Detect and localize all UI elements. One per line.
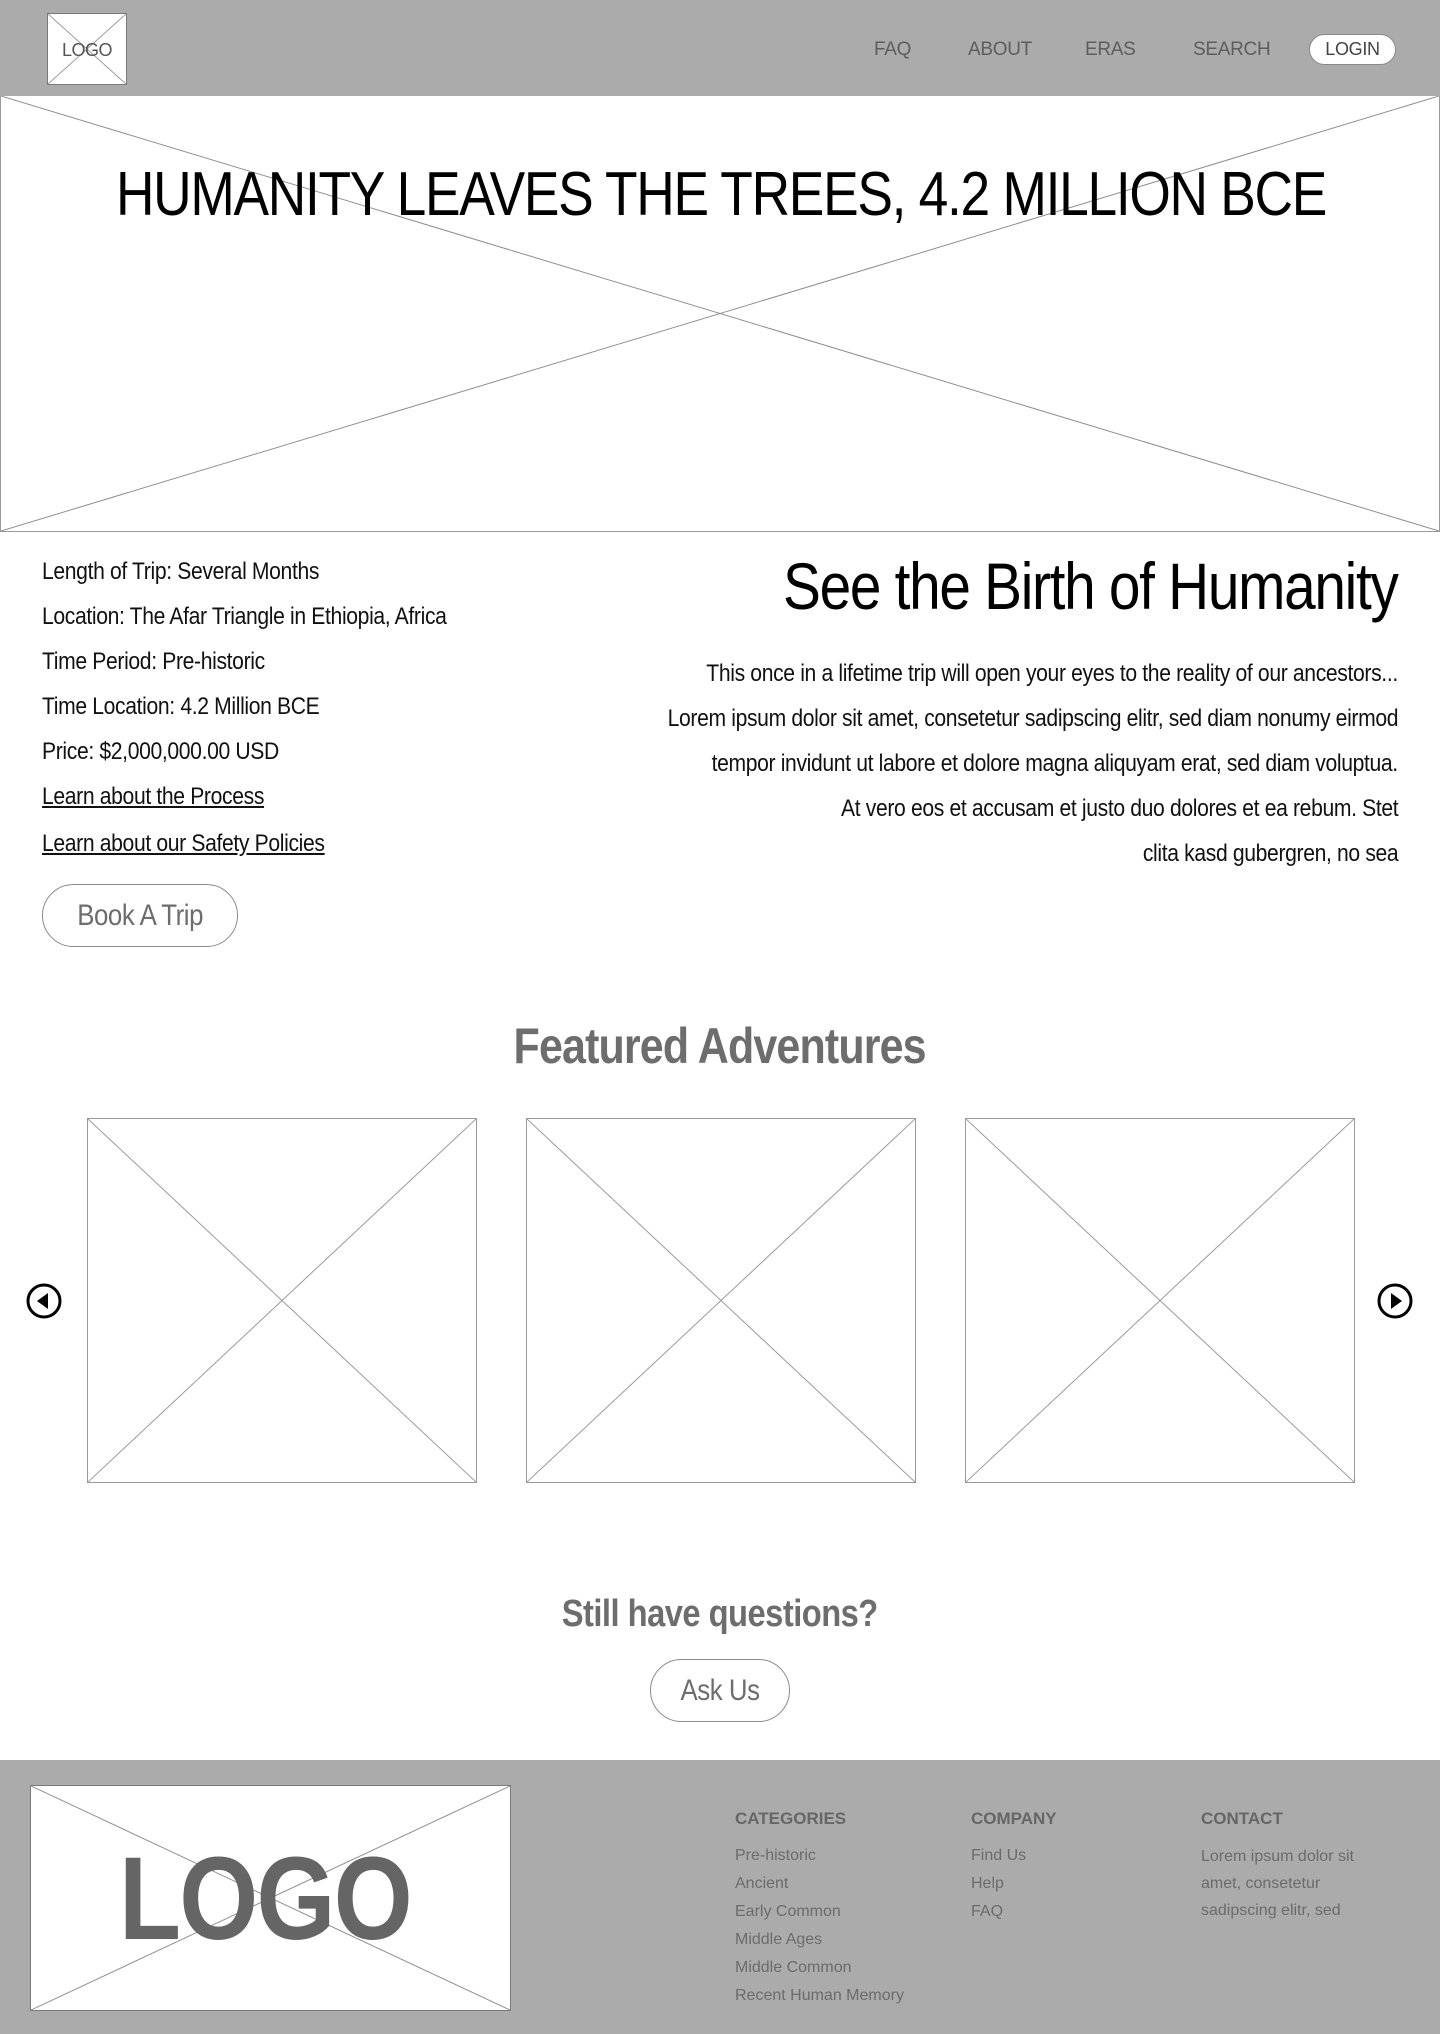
- footer-link-help[interactable]: Help: [971, 1875, 1004, 1892]
- process-link[interactable]: Learn about the Process: [42, 783, 265, 810]
- trip-time-location: Time Location: 4.2 Million BCE: [42, 693, 320, 720]
- footer-link-ancient[interactable]: Ancient: [735, 1875, 789, 1892]
- footer-link-early-common[interactable]: Early Common: [735, 1903, 841, 1920]
- trip-heading: See the Birth of Humanity: [783, 549, 1398, 623]
- footer-logo-label: LOGO: [119, 1833, 411, 1965]
- featured-card[interactable]: [965, 1118, 1355, 1483]
- contact-text: Lorem ipsum dolor sit amet, consetetur sadipscing elitr, sed: [1201, 1848, 1354, 1919]
- site-header: [0, 0, 1440, 96]
- contact-title: CONTACT: [1201, 1809, 1283, 1828]
- nav-faq[interactable]: FAQ: [874, 39, 912, 60]
- questions-title: [0, 1590, 1440, 1638]
- hero-banner: [0, 96, 1440, 532]
- featured-card[interactable]: [526, 1118, 916, 1483]
- footer-link-middle-ages[interactable]: Middle Ages: [735, 1931, 823, 1948]
- nav-about[interactable]: ABOUT: [968, 39, 1032, 60]
- nav-search[interactable]: SEARCH: [1193, 39, 1271, 60]
- carousel-prev-icon[interactable]: [26, 1283, 62, 1319]
- company-title: COMPANY: [971, 1809, 1057, 1828]
- featured-title: [0, 1014, 1440, 1078]
- hero-title: HUMANITY LEAVES THE TREES, 4.2 MILLION BCE: [115, 160, 1327, 229]
- trip-price: Price: $2,000,000.00 USD: [42, 738, 279, 765]
- carousel-next-icon[interactable]: [1377, 1283, 1413, 1319]
- image-placeholder-icon: [527, 1119, 915, 1482]
- description-line: This once in a lifetime trip will open your eyes to the reality of our ancestors...: [706, 660, 1398, 687]
- featured-card[interactable]: [87, 1118, 477, 1483]
- header-logo[interactable]: [47, 13, 127, 85]
- image-placeholder-icon: [966, 1119, 1354, 1482]
- featured-title-text: Featured Adventures: [513, 1018, 927, 1074]
- footer-logo[interactable]: [30, 1785, 511, 2011]
- book-trip-button[interactable]: [42, 884, 238, 947]
- trip-length: Length of Trip: Several Months: [42, 558, 320, 585]
- image-placeholder-icon: [88, 1119, 476, 1482]
- footer-link-prehistoric[interactable]: Pre-historic: [735, 1847, 816, 1864]
- footer-link-middle-common[interactable]: Middle Common: [735, 1959, 852, 1976]
- header-logo-label: LOGO: [61, 40, 112, 60]
- footer-link-recent-memory[interactable]: Recent Human Memory: [735, 1987, 904, 2004]
- trip-period: Time Period: Pre-historic: [42, 648, 265, 675]
- trip-location: Location: The Afar Triangle in Ethiopia, Africa: [42, 603, 447, 630]
- description-line: tempor invidunt ut labore et dolore magna aliquyam erat, sed diam voluptua.: [711, 750, 1398, 777]
- ask-us-button[interactable]: [650, 1659, 790, 1722]
- ask-us-label: Ask Us: [680, 1674, 760, 1707]
- description-line: clita kasd gubergren, no sea: [1142, 840, 1398, 867]
- footer-link-find-us[interactable]: Find Us: [971, 1847, 1027, 1864]
- nav-eras[interactable]: ERAS: [1085, 39, 1136, 60]
- footer-link-faq[interactable]: FAQ: [971, 1903, 1004, 1920]
- book-trip-label: Book A Trip: [77, 899, 203, 932]
- categories-title: CATEGORIES: [735, 1809, 847, 1828]
- questions-title-text: Still have questions?: [561, 1593, 879, 1635]
- description-line: Lorem ipsum dolor sit amet, consetetur sadipscing elitr, sed diam nonumy eirmod: [667, 705, 1398, 732]
- login-button[interactable]: LOGIN: [1309, 34, 1396, 65]
- safety-link[interactable]: Learn about our Safety Policies: [42, 830, 325, 857]
- description-line: At vero eos et accusam et justo duo dolores et ea rebum. Stet: [840, 795, 1398, 822]
